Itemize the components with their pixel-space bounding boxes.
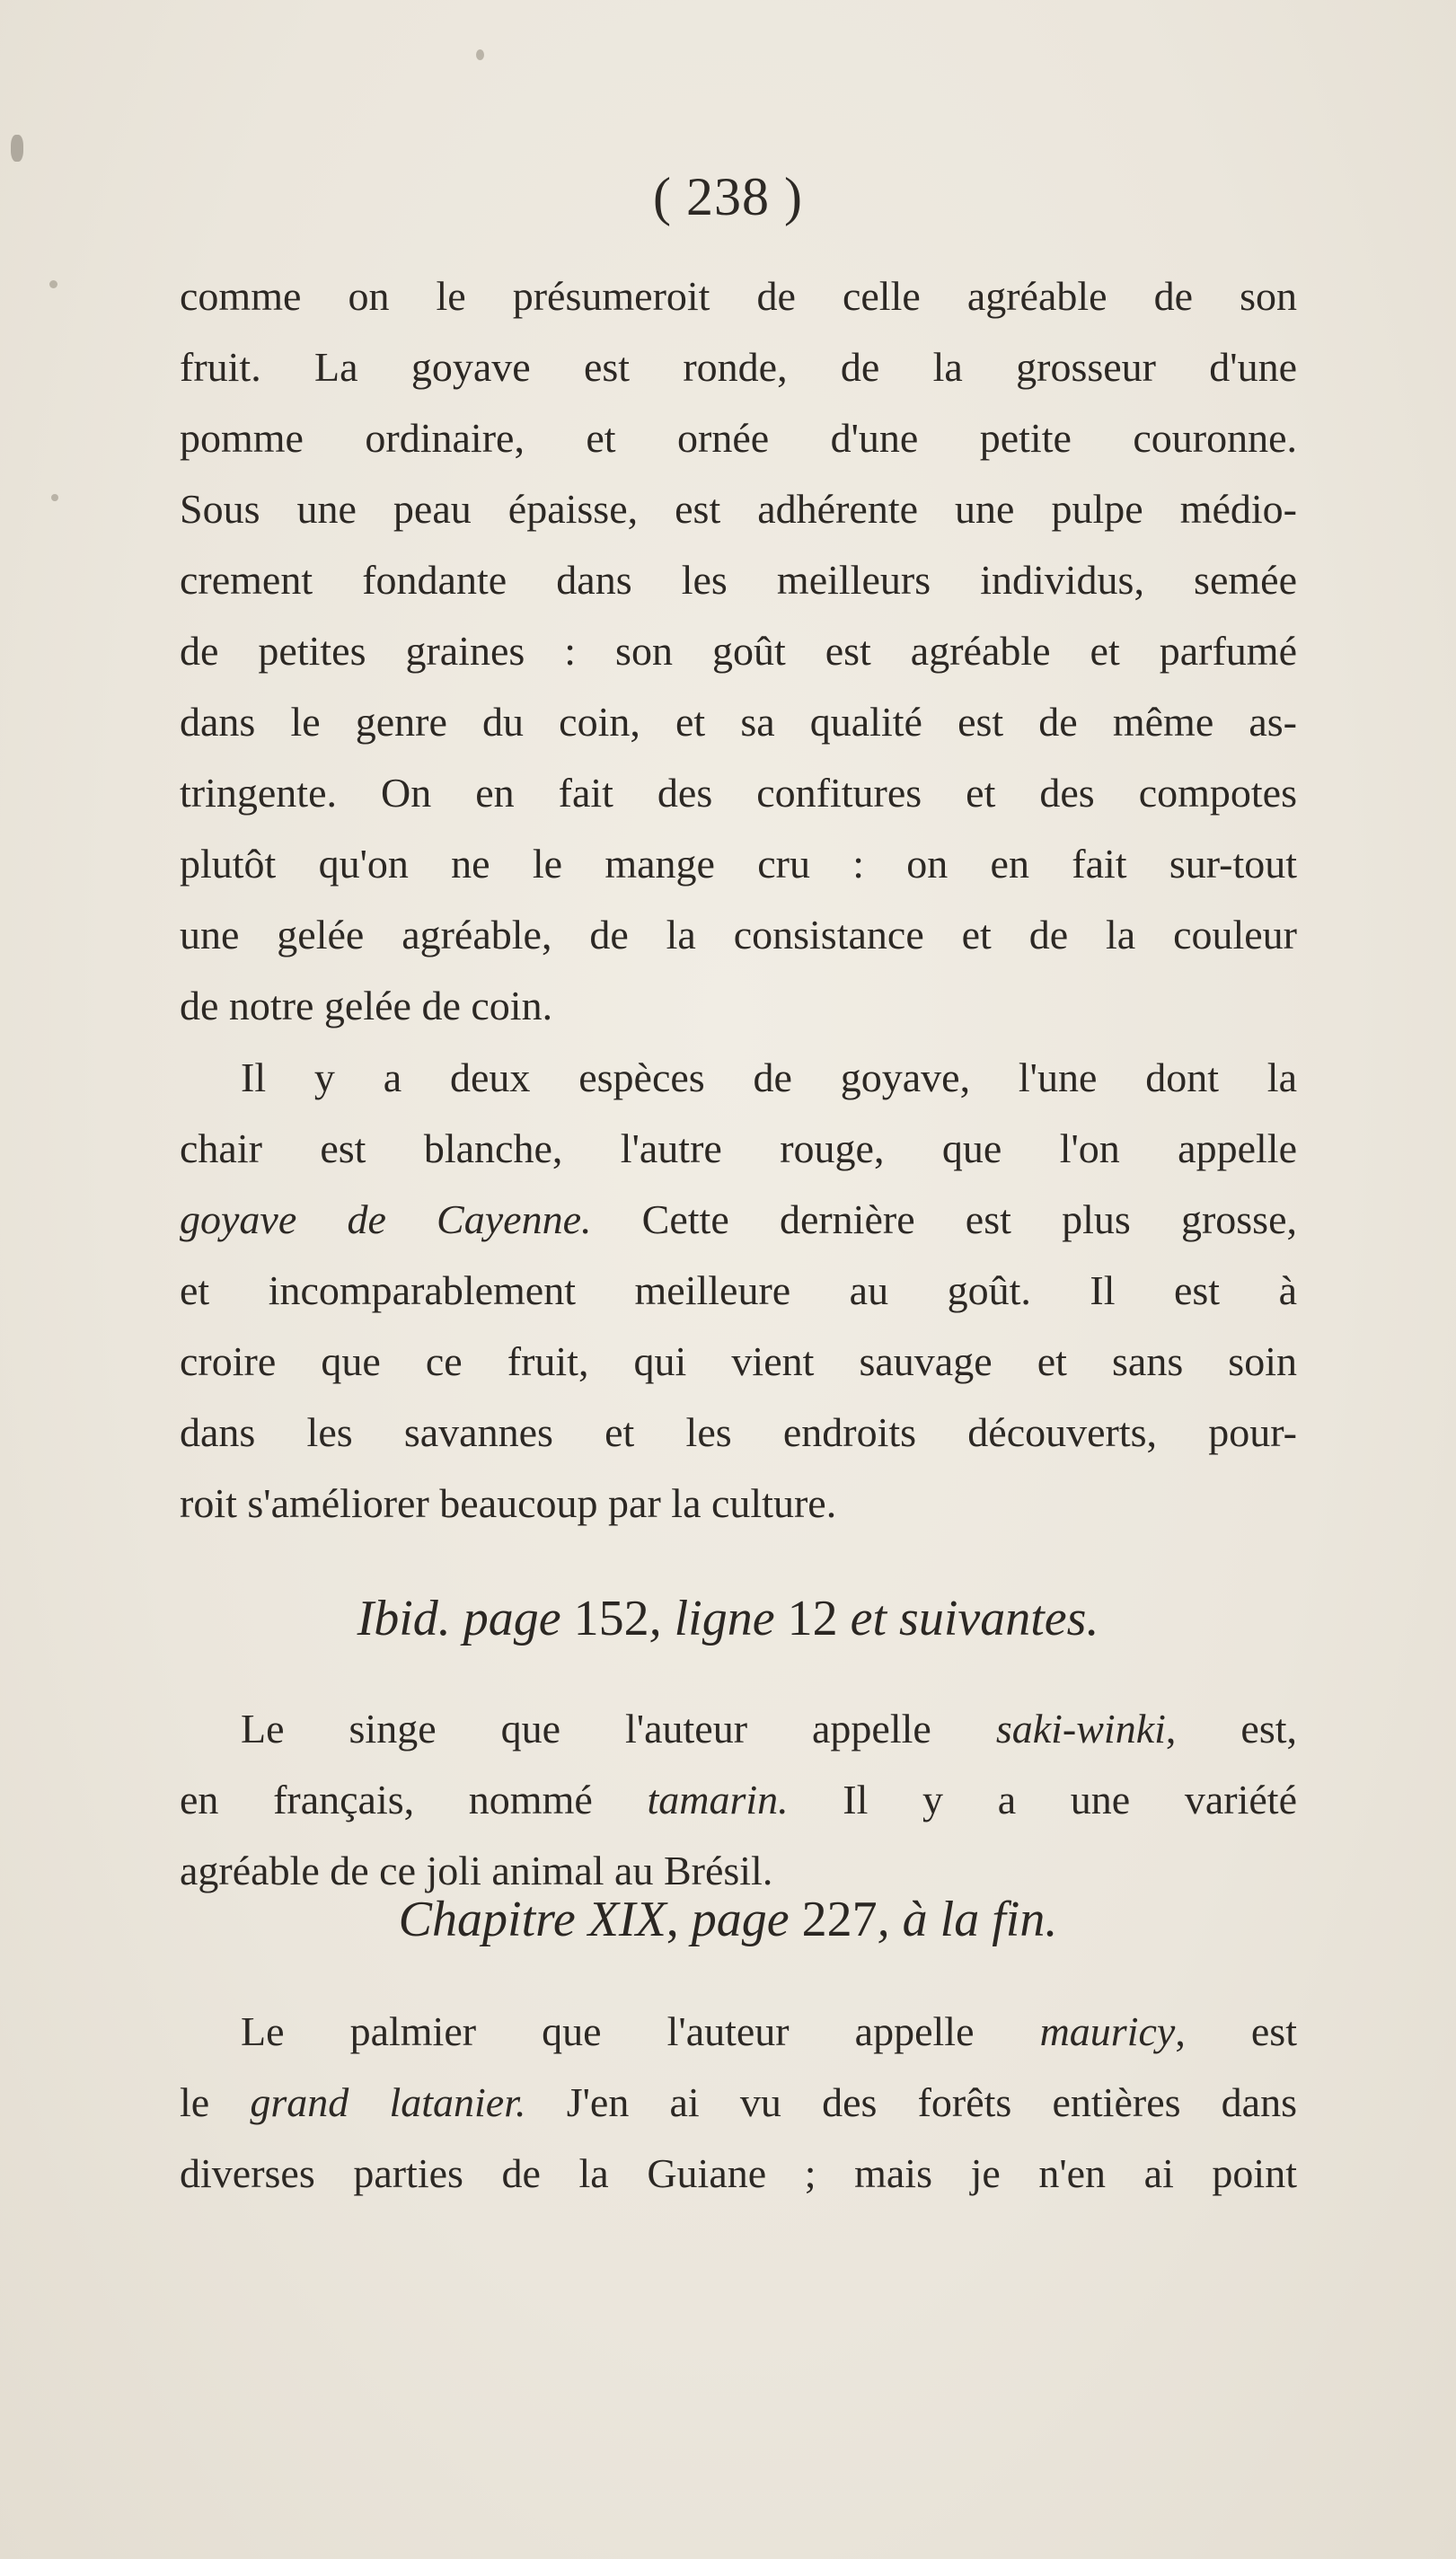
heading-fragment: Ibid. page: [357, 1591, 561, 1646]
speck: [476, 49, 484, 60]
heading-fragment: , ligne: [649, 1591, 775, 1646]
text-fragment: J'en ai vu des forêts entières dans: [525, 2079, 1298, 2125]
heading-fragment: 152: [560, 1591, 649, 1646]
heading-fragment: Chapitre XIX: [398, 1892, 666, 1947]
heading-fragment: et suivantes.: [850, 1591, 1099, 1646]
heading-fragment: page: [691, 1892, 790, 1947]
text-line: de notre gelée de coin.: [180, 983, 553, 1028]
page-number: ( 238 ): [653, 167, 803, 226]
text-line: agréable de ce joli animal au Brésil.: [180, 1848, 773, 1893]
text-line: Il y a deux espèces de goyave, l'une dont la: [241, 1054, 1297, 1100]
text-line: dans le genre du coin, et sa qualité est de même as-: [180, 699, 1297, 745]
speck: [51, 494, 58, 501]
text-line: crement fondante dans les meilleurs individus, semée: [180, 557, 1297, 603]
text-line: et incomparablement meilleure au goût. Il est à: [180, 1267, 1297, 1313]
speck: [49, 280, 57, 288]
text-line: [180, 1693, 1297, 1764]
paragraph-guava-species: [180, 1042, 1297, 1539]
text-line: dans les savannes et les endroits découverts, pour-: [180, 1409, 1297, 1455]
text-fragment: en français, nommé: [180, 1777, 648, 1822]
text-fragment: le: [180, 2079, 251, 2125]
text-line: [180, 1764, 1297, 1835]
text-line: une gelée agréable, de la consistance et de la couleur: [180, 912, 1297, 957]
paragraph-palm: [180, 1996, 1297, 2209]
italic-term: saki-winki: [995, 1706, 1166, 1752]
text-fragment: , est,: [1165, 1706, 1297, 1752]
heading-fragment: 12: [774, 1591, 851, 1646]
text-fragment: Cette dernière est plus grosse,: [591, 1196, 1297, 1242]
text-line: de petites graines : son goût est agréable et parfumé: [180, 628, 1297, 674]
section-heading-chapter: [0, 1891, 1456, 1948]
text-line: plutôt qu'on ne le mange cru : on en fait sur-tout: [180, 841, 1297, 887]
text-line: fruit. La goyave est ronde, de la grosseur d'une: [180, 344, 1297, 390]
italic-term: grand latanier.: [250, 2079, 526, 2125]
text-fragment: Le singe que l'auteur appelle: [241, 1706, 996, 1752]
text-line: Sous une peau épaisse, est adhérente une pulpe médio-: [180, 486, 1297, 532]
text-line: roit s'améliorer beaucoup par la culture.: [180, 1480, 837, 1526]
text-line: diverses parties de la Guiane ; mais je n'en ai point: [180, 2150, 1297, 2196]
italic-term: tamarin.: [647, 1777, 789, 1822]
text-line: [180, 1996, 1297, 2067]
text-line: tringente. On en fait des confitures et des compotes: [180, 770, 1297, 816]
text-line: [180, 1184, 1297, 1255]
text-line: chair est blanche, l'autre rouge, que l'on appelle: [180, 1125, 1297, 1171]
paragraph-monkey: [180, 1693, 1297, 1906]
text-line: pomme ordinaire, et ornée d'une petite couronne.: [180, 415, 1297, 461]
heading-fragment: ,: [666, 1892, 692, 1947]
text-line: comme on le présumeroit de celle agréable de son: [180, 273, 1297, 319]
text-fragment: Le palmier que l'auteur appelle: [241, 2008, 1040, 2054]
section-heading-ibid: [0, 1590, 1456, 1647]
speck: [11, 135, 23, 162]
text-fragment: Il y a une variété: [788, 1777, 1298, 1822]
text-line: croire que ce fruit, qui vient sauvage et sans soin: [180, 1338, 1297, 1384]
paragraph-guava-description: [180, 260, 1297, 1041]
italic-term: mauricy: [1039, 2008, 1176, 2054]
italic-term: goyave de Cayenne.: [180, 1196, 592, 1242]
text-line: [180, 2067, 1297, 2138]
heading-fragment: 227: [789, 1892, 878, 1947]
text-fragment: , est: [1175, 2008, 1297, 2054]
heading-fragment: , à la fin.: [877, 1892, 1058, 1947]
